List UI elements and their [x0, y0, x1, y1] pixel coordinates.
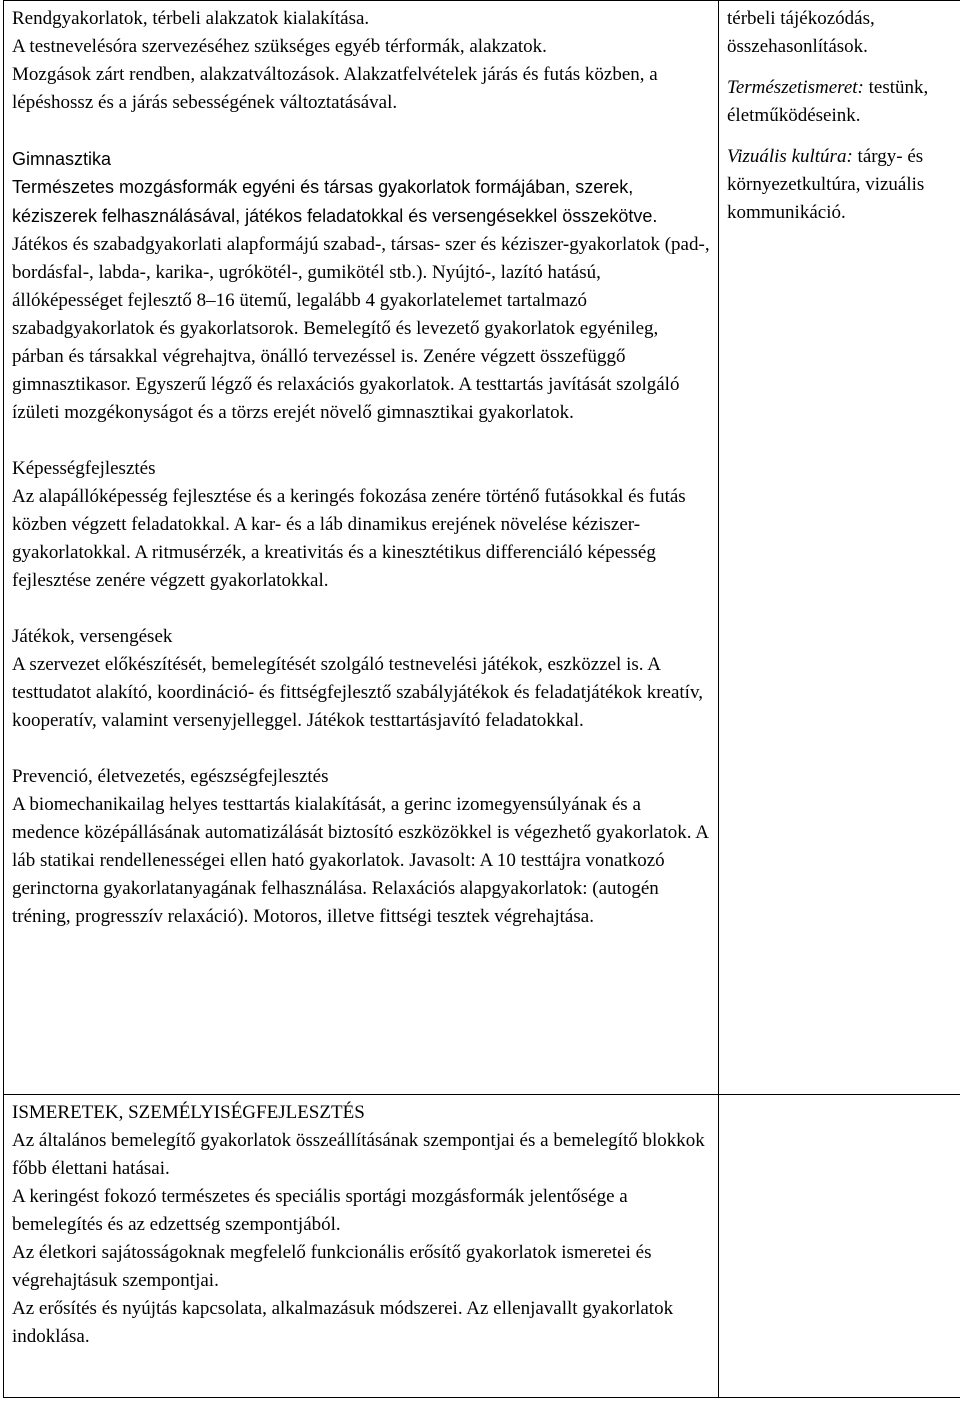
connection-subject-label: Természetismeret:: [727, 77, 864, 98]
section-heading-kepessegfejlesztes: Képességfejlesztés: [12, 458, 156, 479]
empty-cell: [719, 1095, 960, 1398]
gimnasztika-sans-text: Természetes mozgásformák egyéni és társas gyakorlatok formájában, szerek, kéziszerek felhasználásával, játékos feladatokkal és versengésekkel összekötve.: [12, 177, 658, 226]
intro-line: Mozgások zárt rendben, alakzatváltozások. Alakzatfelvételek járás és futás közben, a lépéshossz és a járás sebességének változtatásával.: [12, 64, 658, 113]
section-heading-jatekok: Játékok, versengések: [12, 626, 173, 647]
spacer: [12, 427, 710, 455]
connection-subject-label: Vizuális kultúra:: [727, 146, 853, 167]
connection-subject-text: testünk, életműködéseink.: [727, 77, 929, 126]
section-heading-prevencio: Prevenció, életvezetés, egészségfejlesztés: [12, 766, 329, 787]
connection-subject-text: tárgy- és környezetkultúra, vizuális kommunikáció.: [727, 146, 925, 223]
section-heading-ismeretek: ISMERETEK, SZEMÉLYISÉGFEJLESZTÉS: [12, 1102, 365, 1123]
content-cell: [4, 1, 719, 1095]
connection-item: [727, 143, 960, 227]
intro-line: A testnevelésóra szervezéséhez szükséges egyéb térformák, alakzatok.: [12, 36, 547, 57]
gimnasztika-serif-text: Játékos és szabadgyakorlati alapformájú szabad-, társas- szer és kéziszer-gyakorlatok (pad-, bordásfal-, labda-, karika-, ugrókötél-, gumikötél stb.). Nyújtó-, lazító hatású, állóképességet fejlesztő 8–16 ütemű, legalább 4 gyakorlatelemet tartalmazó szabadgyakorlatok és gyakorlatsorok. Bemelegítő és levezető gyakorlatok egyénileg, párban és társakkal végrehajtva, önálló tervezéssel is. Zenére végzett összefüggő gimnasztikasor. Egyszerű légző és relaxációs gyakorlatok. A testtartás javítását szolgáló ízületi mozgékonyságot és a törzs erejét növelő gimnasztikai gyakorlatok.: [12, 234, 710, 423]
section-text-kepessegfejlesztes: Az alapállóképesség fejlesztése és a keringés fokozása zenére történő futásokkal és futás közben végzett feladatokkal. A kar- és a láb dinamikus erejének növelése kéziszer-gyakorlatokkal. A ritmusérzék, a kreativitás és a kinesztétikus differenciáló képesség fejlesztése zenére végzett gyakorlatokkal.: [12, 486, 686, 591]
section-text-prevencio: A biomechanikailag helyes testtartás kialakítását, a gerinc izomegyensúlyának és a medence középállásának automatizálását biztosító eszközökkel is végezhető gyakorlatok. A láb statikai rendellenességei ellen ható gyakorlatok. Javasolt: A 10 testtájra vonatkozó gerinctorna gyakorlatanyagának felhasználása. Relaxációs alapgyakorlatok: (autogén tréning, progresszív relaxáció). Motoros, illetve fittségi tesztek végrehajtása.: [12, 794, 708, 927]
section-text-jatekok: A szervezet előkészítését, bemelegítését szolgáló testnevelési játékok, eszközzel is. A testtudatot alakító, koordináció- és fittségfejlesztő szabályjátékok és feladatjátékok kreatív, kooperatív, valamint versenyjelleggel. Játékok testtartásjavító feladatokkal.: [12, 654, 703, 731]
knowledge-line: Az erősítés és nyújtás kapcsolata, alkalmazásuk módszerei. Az ellenjavallt gyakorlatok indoklása.: [12, 1298, 674, 1347]
knowledge-line: A keringést fokozó természetes és speciális sportági mozgásformák jelentősége a bemelegítés és az edzettség szempontjából.: [12, 1186, 628, 1235]
connection-item: [727, 74, 960, 130]
intro-line: Rendgyakorlatok, térbeli alakzatok kialakítása.: [12, 8, 370, 29]
section-heading-gimnasztika: Gimnasztika: [12, 149, 112, 169]
knowledge-line: Az általános bemelegítő gyakorlatok összeállításának szempontjai és a bemelegítő blokkok főbb élettani hatásai.: [12, 1130, 705, 1179]
curriculum-table: [3, 0, 960, 1398]
connections-cell: [719, 1, 960, 1095]
table-row: [4, 1, 960, 1095]
spacer: [12, 595, 710, 623]
knowledge-cell: [4, 1095, 719, 1398]
spacer: [12, 117, 710, 145]
table-row: [4, 1095, 960, 1398]
connection-item: térbeli tájékozódás, összehasonlítások.: [727, 8, 875, 57]
spacer: [12, 735, 710, 763]
knowledge-line: Az életkori sajátosságoknak megfelelő funkcionális erősítő gyakorlatok ismeretei és végrehajtásuk szempontjai.: [12, 1242, 652, 1291]
section-text-gimnasztika: [12, 173, 710, 427]
